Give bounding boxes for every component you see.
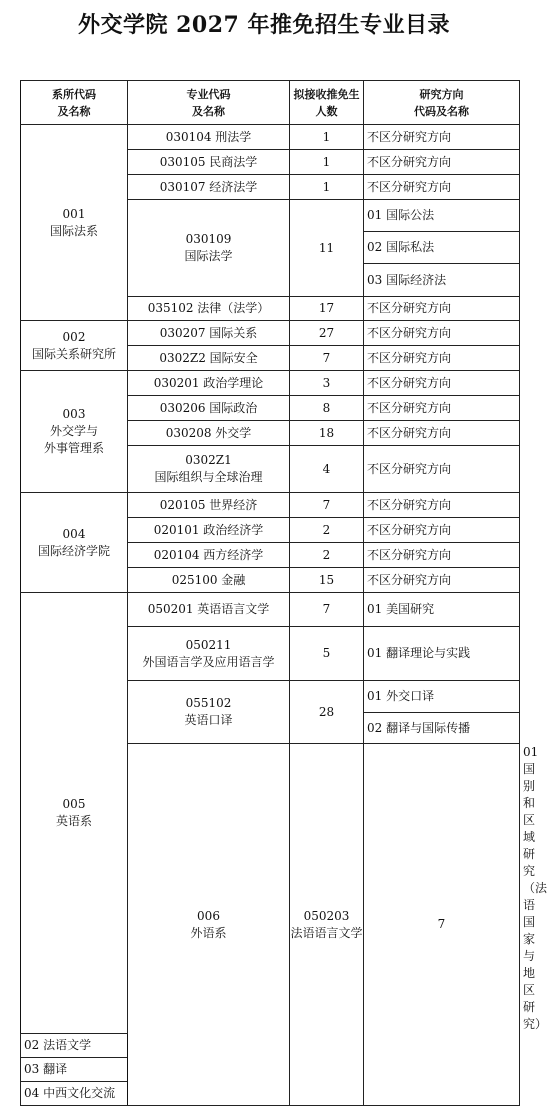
quota-cell: 7 — [290, 493, 364, 518]
direction-cell: 03 国际经济法 — [364, 264, 520, 297]
dept-cell: 002 国际关系研究所 — [21, 321, 128, 371]
quota-cell: 17 — [290, 297, 364, 321]
direction-cell: 01 美国研究 — [364, 593, 520, 627]
major-cell: 030105 民商法学 — [128, 150, 290, 175]
table-row — [21, 493, 520, 518]
quota-cell: 4 — [290, 446, 364, 493]
direction-cell: 02 国际私法 — [364, 232, 520, 264]
direction-cell: 03 翻译 — [21, 1058, 128, 1082]
header-major: 专业代码 及名称 — [128, 81, 290, 125]
direction-cell: 01 国际公法 — [364, 200, 520, 232]
quota-cell: 1 — [290, 125, 364, 150]
direction-cell: 不区分研究方向 — [364, 446, 520, 493]
major-cell: 030201 政治学理论 — [128, 371, 290, 396]
direction-cell: 02 法语文学 — [21, 1034, 128, 1058]
major-cell: 020105 世界经济 — [128, 493, 290, 518]
quota-cell: 7 — [290, 593, 364, 627]
quota-cell: 2 — [290, 543, 364, 568]
direction-cell: 不区分研究方向 — [364, 321, 520, 346]
dept-cell: 005 英语系 — [21, 593, 128, 1034]
quota-cell: 8 — [290, 396, 364, 421]
major-cell: 030104 刑法学 — [128, 125, 290, 150]
major-cell: 050203 法语语言文学 — [290, 744, 364, 1106]
major-cell: 050201 英语语言文学 — [128, 593, 290, 627]
major-cell: 030109 国际法学 — [128, 200, 290, 297]
table-row — [21, 593, 520, 627]
dept-cell: 001 国际法系 — [21, 125, 128, 321]
table-row — [21, 371, 520, 396]
quota-cell: 18 — [290, 421, 364, 446]
quota-cell: 3 — [290, 371, 364, 396]
quota-cell: 28 — [290, 681, 364, 744]
direction-cell: 04 中西文化交流 — [21, 1082, 128, 1106]
direction-cell: 不区分研究方向 — [364, 543, 520, 568]
direction-cell: 02 翻译与国际传播 — [364, 713, 520, 744]
catalog-table — [20, 80, 547, 1106]
major-cell: 030206 国际政治 — [128, 396, 290, 421]
quota-cell: 11 — [290, 200, 364, 297]
quota-cell: 7 — [290, 346, 364, 371]
major-cell: 020104 西方经济学 — [128, 543, 290, 568]
quota-cell: 15 — [290, 568, 364, 593]
major-cell: 030107 经济法学 — [128, 175, 290, 200]
direction-cell: 不区分研究方向 — [364, 297, 520, 321]
header-quota: 拟接收推免生 人数 — [290, 81, 364, 125]
quota-cell: 1 — [290, 175, 364, 200]
dept-cell: 003 外交学与 外事管理系 — [21, 371, 128, 493]
direction-cell: 不区分研究方向 — [364, 396, 520, 421]
table-row — [21, 125, 520, 150]
direction-cell: 不区分研究方向 — [364, 125, 520, 150]
header-row — [21, 81, 520, 125]
major-cell: 035102 法律（法学） — [128, 297, 290, 321]
major-cell: 055102 英语口译 — [128, 681, 290, 744]
page-title: 外交学院 2027 年推免招生专业目录 — [77, 12, 451, 38]
table-row: 006 外语系 050203 法语语言文学 7 01 国别和区域研究 （法语国家与地区研究） — [21, 744, 520, 1034]
quota-cell: 27 — [290, 321, 364, 346]
dept-cell: 006 外语系 — [128, 744, 290, 1106]
table-row — [21, 321, 520, 346]
quota-cell: 5 — [290, 627, 364, 681]
dept-cell: 004 国际经济学院 — [21, 493, 128, 593]
header-dept: 系所代码 及名称 — [21, 81, 128, 125]
direction-cell: 不区分研究方向 — [364, 175, 520, 200]
direction-cell: 01 外交口译 — [364, 681, 520, 713]
quota-cell: 2 — [290, 518, 364, 543]
direction-cell: 不区分研究方向 — [364, 493, 520, 518]
direction-cell: 不区分研究方向 — [364, 346, 520, 371]
direction-cell: 01 翻译理论与实践 — [364, 627, 520, 681]
major-cell: 050211 外国语言学及应用语言学 — [128, 627, 290, 681]
quota-cell: 1 — [290, 150, 364, 175]
header-direction: 研究方向 代码及名称 — [364, 81, 520, 125]
direction-cell: 不区分研究方向 — [364, 150, 520, 175]
major-cell: 030207 国际关系 — [128, 321, 290, 346]
major-cell: 0302Z2 国际安全 — [128, 346, 290, 371]
direction-cell: 不区分研究方向 — [364, 421, 520, 446]
major-cell: 020101 政治经济学 — [128, 518, 290, 543]
direction-cell: 不区分研究方向 — [364, 371, 520, 396]
direction-cell: 不区分研究方向 — [364, 518, 520, 543]
major-cell: 025100 金融 — [128, 568, 290, 593]
quota-cell: 7 — [364, 744, 520, 1106]
direction-cell: 不区分研究方向 — [364, 568, 520, 593]
major-cell: 030208 外交学 — [128, 421, 290, 446]
major-cell: 0302Z1 国际组织与全球治理 — [128, 446, 290, 493]
